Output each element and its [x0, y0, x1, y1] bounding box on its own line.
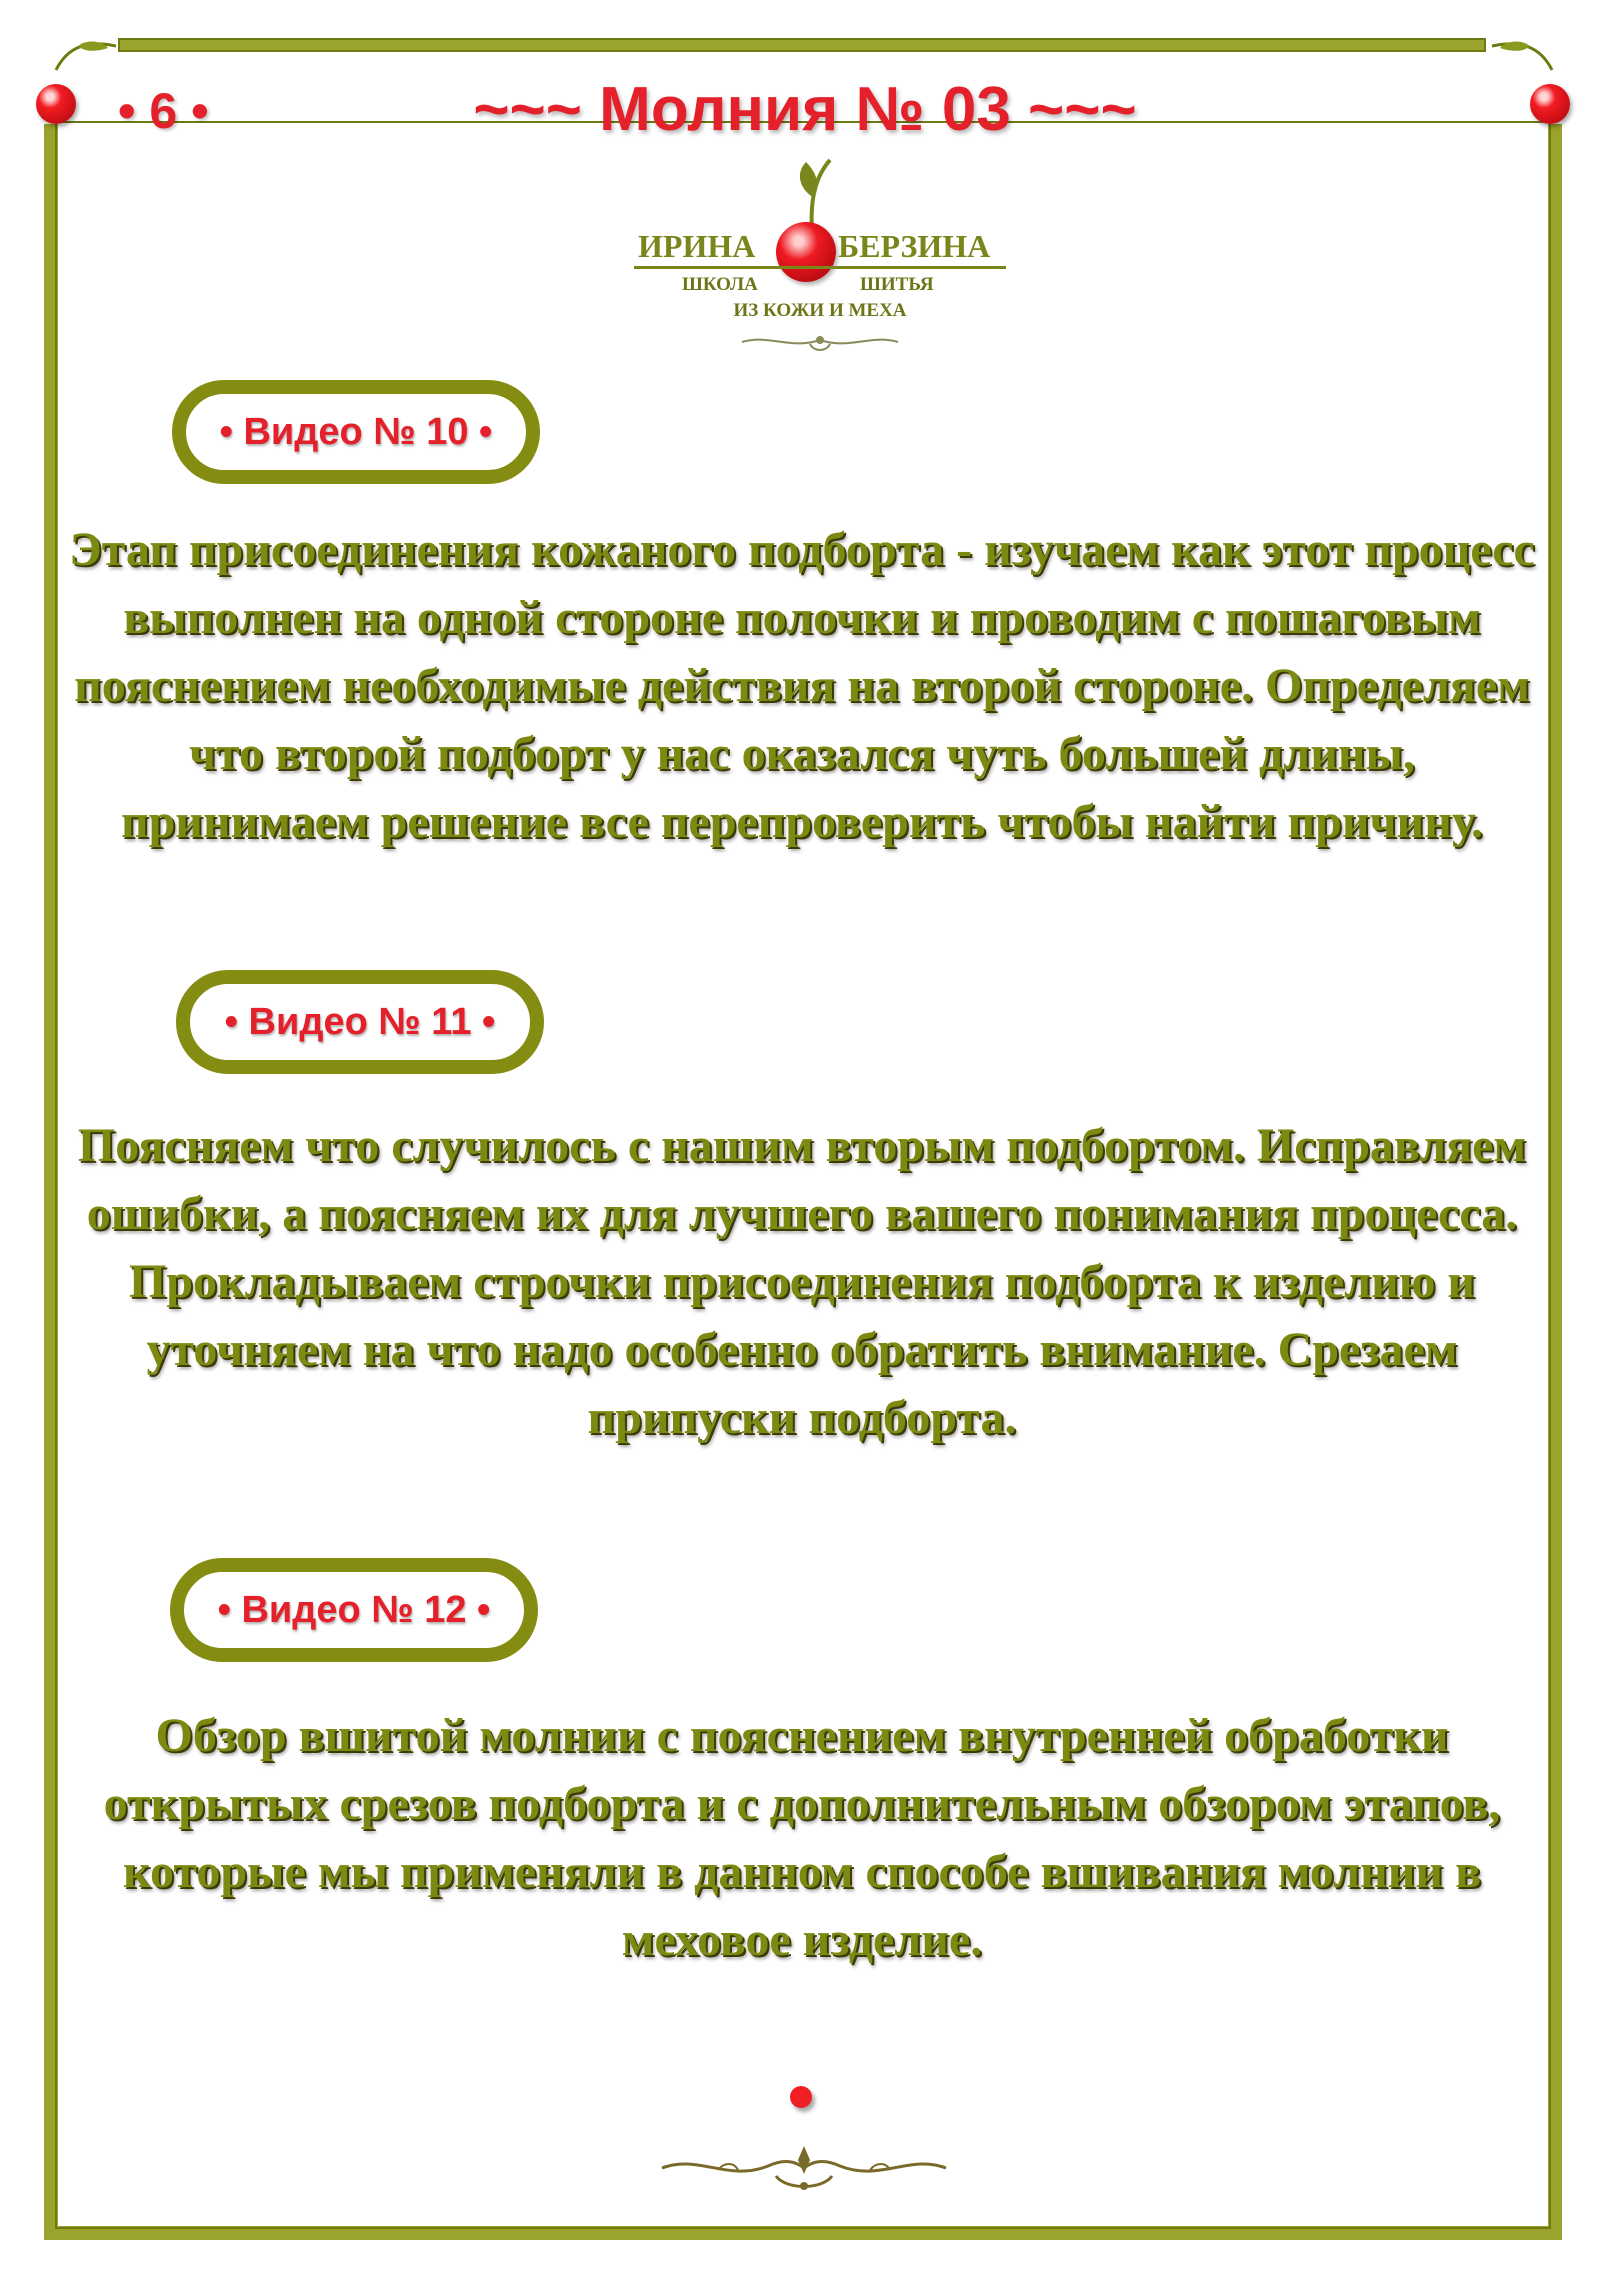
video-10-description: Этап присоединения кожаного подборта - изучаем как этот процесс выполнен на одной стороне полочки и проводим с пошаговым пояснением необходимые действия на второй стороне. Определяем что второй подборт у нас оказался чуть большей длины, принимаем решение все перепроверить чтобы найти причину.	[69, 523, 1535, 848]
video-12-description: Обзор вшитой молнии с пояснением внутренней обработки открытых срезов подборта и с дополнительным обзором этапов, которые мы применяли в данном способе вшивания молнии в меховое изделие.	[103, 1709, 1501, 1966]
school-logo	[630, 158, 1010, 358]
logo-sub-left: ШКОЛА	[682, 274, 758, 295]
page-title: ~~~ Молния № 03 ~~~	[473, 75, 1137, 144]
video-12-badge: • Видео № 12 •	[170, 1558, 538, 1662]
page-number: • 6 •	[118, 83, 209, 139]
bottom-ornament-icon	[658, 2140, 950, 2196]
logo-ornament-icon	[740, 328, 900, 354]
cherry-logo-icon	[776, 222, 836, 282]
logo-name-left: ИРИНА	[638, 228, 756, 264]
video-11-badge: • Видео № 11 •	[176, 970, 544, 1074]
video-10-badge: • Видео № 10 •	[172, 380, 540, 484]
cherry-right-icon	[1530, 84, 1570, 124]
video-11-description: Поясняем что случилось с нашим вторым подбортом. Исправляем ошибки, а поясняем их для лучшего вашего понимания процесса. Прокладываем строчки присоединения подборта к изделию и уточняем на что надо особенно обратить внимание. Срезаем припуски подборта.	[77, 1119, 1527, 1444]
logo-underline	[634, 266, 1006, 269]
logo-name-right: БЕРЗИНА	[838, 228, 991, 264]
red-dot-icon	[790, 2086, 812, 2108]
logo-sub-bottom: ИЗ КОЖИ И МЕХА	[733, 300, 907, 321]
logo-sub-right: ШИТЬЯ	[860, 274, 934, 295]
vine-left-icon	[48, 40, 118, 80]
vine-right-icon	[1490, 40, 1560, 80]
cherry-left-icon	[36, 84, 76, 124]
top-border-rail	[118, 38, 1486, 52]
